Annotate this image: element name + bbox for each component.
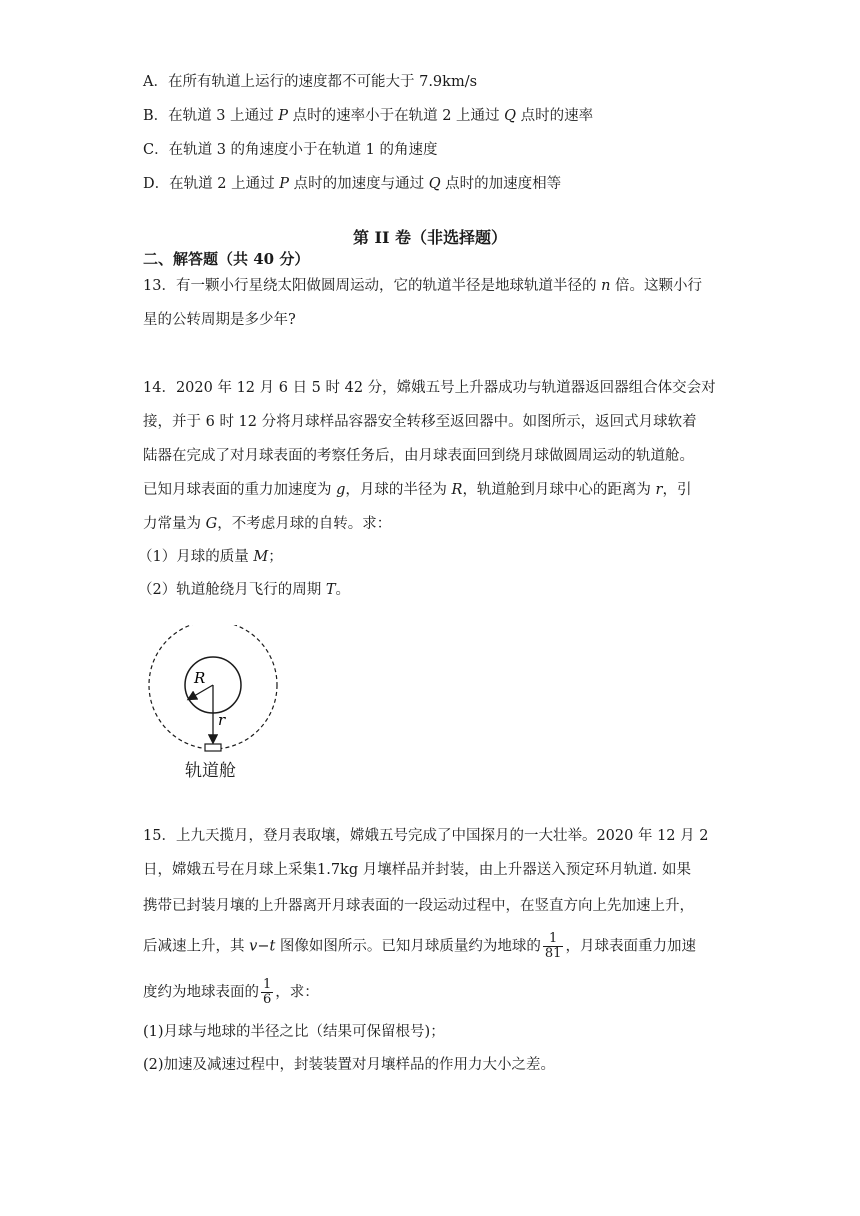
q15-line-4	[143, 932, 696, 961]
q15-line-5	[143, 978, 319, 1007]
q14-var-R: R	[451, 482, 463, 498]
frac2-num: 1	[263, 977, 272, 992]
q14-line-2: 接，并于 6 时 12 分将月球样品容器安全转移至返回器中。如图所示，返回式月球软着	[143, 414, 697, 430]
q14-sub-1	[138, 547, 283, 567]
q14-sub-2	[138, 580, 350, 600]
q14-var-g: g	[336, 482, 346, 498]
option-a-label: A．	[143, 74, 168, 90]
q13-text-a: 13．有一颗小行星绕太阳做圆周运动，它的轨道半径是地球轨道半径的	[143, 278, 602, 294]
q14-text-5a: 力常量为	[143, 516, 206, 532]
q14-var-T: T	[325, 582, 336, 598]
q14-text-4b: ，月球的半径为	[345, 482, 452, 498]
q14-line-4	[143, 480, 691, 500]
q15-text-4a: 后减速上升，其	[143, 938, 250, 955]
q14-sub2-text-b: 。	[335, 582, 351, 598]
q15-var-v: v	[249, 938, 258, 955]
option-d-text-2: 点时的加速度与通过	[288, 176, 429, 192]
orbit-diagram	[140, 625, 290, 760]
q14-sub2-text-a: （2）轨道舱绕月飞行的周期	[138, 582, 326, 598]
option-b-label: B．	[143, 108, 169, 124]
q14-sub1-text-b: ；	[268, 549, 283, 565]
q15-text-4b: 图像如图所示。已知月球质量约为地球的	[275, 938, 541, 955]
q14-text-5b: ，不考虑月球的自转。求：	[217, 516, 392, 532]
q15-dash: −	[257, 938, 270, 955]
option-b	[143, 106, 593, 126]
option-d-var-q: Q	[428, 176, 441, 192]
q14-line-5	[143, 514, 391, 534]
option-b-text-1: 在轨道 3 上通过	[168, 108, 279, 124]
q15-var-t: t	[269, 938, 276, 955]
q13-text-b: 倍。这颗小行	[610, 278, 703, 294]
q14-text-4d: ，引	[662, 482, 692, 498]
figure-caption: 轨道舱	[185, 761, 236, 781]
q13-var-n: n	[601, 278, 611, 294]
frac1-den: 81	[544, 946, 562, 961]
option-b-text-2: 点时的速率小于在轨道 2 上通过	[287, 108, 505, 124]
option-d-text-1: 在轨道 2 上通过	[169, 176, 280, 192]
q14-var-r: r	[655, 482, 663, 498]
option-b-var-q: Q	[504, 108, 517, 124]
q15-line-3: 携带已封装月壤的上升器离开月球表面的一段运动过程中，在竖直方向上先加速上升，	[143, 898, 694, 914]
q15-text-5b: ，求：	[275, 984, 319, 1001]
section-title: 第 II 卷（非选择题）	[352, 228, 508, 247]
option-d-text-3: 点时的加速度相等	[440, 176, 562, 192]
radius-R-arrow	[189, 685, 213, 699]
option-d-var-p: P	[279, 176, 289, 192]
q14-text-4c: ，轨道舱到月球中心的距离为	[462, 482, 656, 498]
option-b-text-3: 点时的速率	[516, 108, 594, 124]
option-d	[143, 174, 561, 194]
frac2-den: 6	[263, 992, 272, 1007]
option-b-var-p: P	[278, 108, 288, 124]
option-a-text: 在所有轨道上运行的速度都不可能大于 7.9km/s	[167, 74, 478, 90]
q13-line-2: 星的公转周期是多少年?	[143, 312, 296, 328]
q15-sub-1: (1)月球与地球的半径之比（结果可保留根号)；	[143, 1024, 445, 1040]
frac1-num: 1	[543, 932, 564, 947]
fraction-one-eighty-first	[543, 932, 564, 961]
q15-text-5a: 度约为地球表面的	[143, 984, 259, 1001]
q15-line-2: 日，嫦娥五号在月球上采集1.7kg 月壤样品并封装，由上升器送入预定环月轨道. 如果	[143, 862, 691, 878]
label-r: r	[218, 711, 226, 729]
q14-text-4a: 已知月球表面的重力加速度为	[143, 482, 337, 498]
option-c-text: 在轨道 3 的角速度小于在轨道 1 的角速度	[168, 142, 438, 158]
fraction-one-sixth	[261, 978, 273, 1007]
q14-sub1-text-a: （1）月球的质量	[138, 549, 254, 565]
q14-line-3: 陆器在完成了对月球表面的考察任务后，由月球表面回到绕月球做圆周运动的轨道舱。	[143, 448, 694, 464]
q14-line-1: 14．2020 年 12 月 6 日 5 时 42 分，嫦娥五号上升器成功与轨道器返回器组合体交会对	[143, 380, 716, 396]
q15-sub-2: (2)加速及减速过程中，封装装置对月壤样品的作用力大小之差。	[143, 1057, 556, 1073]
label-R: R	[194, 669, 206, 687]
option-c	[143, 140, 438, 160]
part-title: 二、解答题（共 40 分）	[143, 250, 310, 268]
q15-line-1: 15．上九天揽月，登月表取壤，嫦娥五号完成了中国探月的一大壮举。2020 年 12 月 2	[143, 828, 709, 844]
option-a	[143, 72, 477, 92]
q13-line-1	[143, 276, 702, 296]
orbiter-box	[205, 744, 221, 751]
q14-var-G: G	[205, 516, 218, 532]
option-d-label: D．	[143, 176, 170, 192]
q14-var-M: M	[253, 549, 269, 565]
q15-text-4c: ，月球表面重力加速	[565, 938, 696, 955]
option-c-label: C．	[143, 142, 169, 158]
